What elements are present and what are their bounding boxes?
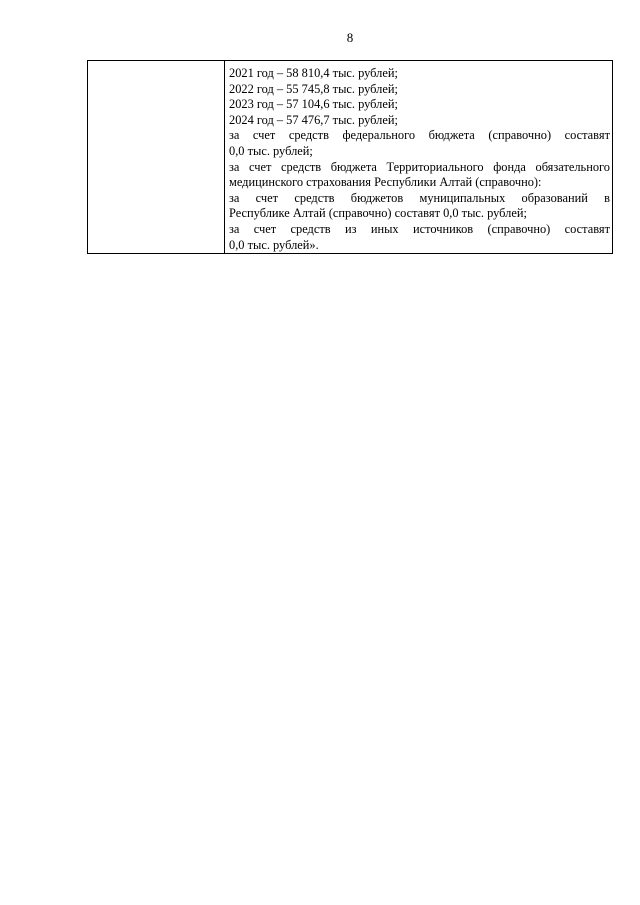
funding-line-2022: 2022 год – 55 745,8 тыс. рублей; (229, 81, 398, 96)
funding-line-2021: 2021 год – 58 810,4 тыс. рублей; (229, 66, 398, 80)
content-table (87, 60, 613, 254)
municipal-budget-line: за счет средств бюджетов муниципальных образований в (229, 190, 610, 205)
left-empty-cell (88, 61, 225, 254)
table-row (88, 61, 613, 254)
other-sources-amount: 0,0 тыс. рублей». (229, 237, 319, 252)
federal-budget-amount: 0,0 тыс. рублей; (229, 143, 313, 158)
other-sources-line: за счет средств из иных источников (справочно) составят (229, 221, 610, 236)
page-number: 8 (346, 30, 354, 45)
funding-line-2023: 2023 год – 57 104,6 тыс. рублей; (229, 97, 398, 112)
funding-line-2024: 2024 год – 57 476,7 тыс. рублей; (229, 112, 398, 127)
federal-budget-line: за счет средств федерального бюджета (справочно) составят (229, 128, 610, 143)
funding-details-cell (225, 61, 613, 254)
territorial-fund-line: за счет средств бюджета Территориального фонда обязательного (229, 159, 610, 174)
municipal-budget-line-cont: Республике Алтай (справочно) составят 0,0 тыс. рублей; (229, 206, 527, 221)
territorial-fund-line-cont: медицинского страхования Республики Алтай (справочно): (229, 175, 542, 190)
